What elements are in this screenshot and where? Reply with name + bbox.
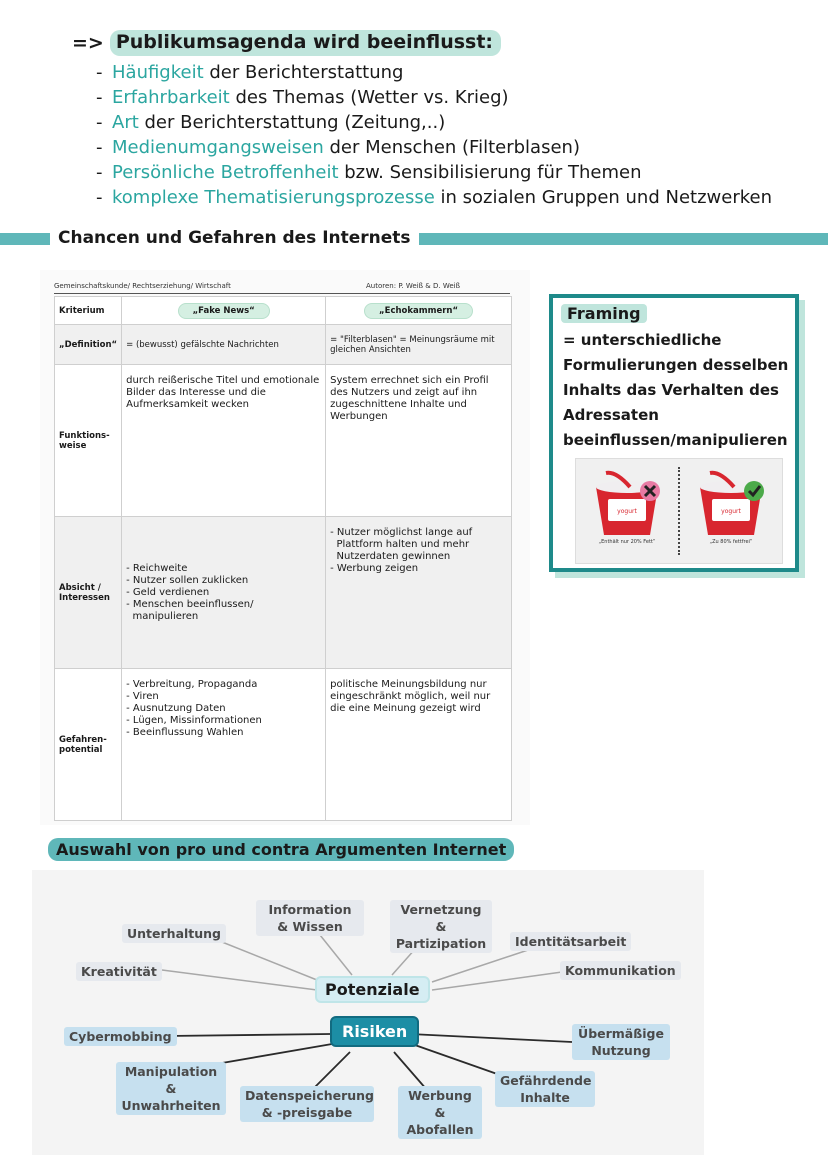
list-item: - Geld verdienen: [126, 586, 210, 598]
center-potenziale: Potenziale: [315, 976, 430, 1003]
header-echokammern: [326, 297, 512, 325]
keyword: komplexe Thematisierungsprozesse: [112, 187, 435, 208]
row-label: Gefahren-potential: [55, 669, 122, 821]
row-label: Funktions-weise: [55, 365, 122, 517]
center-risiken: Risiken: [330, 1016, 419, 1047]
header-criterion: Kriterium: [55, 297, 122, 325]
node-gefaehrdende-inhalte: Gefährdende Inhalte: [495, 1071, 595, 1107]
yogurt-cup-right: [690, 469, 772, 549]
item-text: der Berichterstattung (Zeitung,..): [138, 112, 446, 133]
sheet-meta: [54, 282, 510, 294]
cell: [122, 517, 326, 669]
section-bar-right: [385, 233, 828, 245]
agenda-section: [72, 30, 812, 210]
keyword: Erfahrbarkeit: [112, 87, 230, 108]
list-item: - Häufigkeit der Berichterstattung: [96, 62, 404, 83]
list-item: - Viren: [126, 691, 159, 702]
cup-label: yogurt: [721, 508, 741, 515]
list-item: Nutzerdaten gewinnen: [330, 551, 451, 562]
list-item: - Lügen, Missinformationen: [126, 715, 262, 726]
fake-news-pill: „Fake News“: [178, 303, 270, 319]
node-kommunikation: Kommunikation: [560, 961, 681, 980]
table-row: [55, 669, 512, 821]
keyword: Medienumgangsweisen: [112, 137, 324, 158]
keyword: Art: [112, 112, 139, 133]
cell: System errechnet sich ein Profil des Nutzers und zeigt auf ihn zugeschnittene Inhalte und Werbungen: [326, 365, 512, 517]
table-row: [55, 325, 512, 365]
framing-illustration: [575, 458, 783, 564]
cell: [326, 517, 512, 669]
list-item: - Erfahrbarkeit des Themas (Wetter vs. Krieg): [96, 87, 509, 108]
item-text: des Themas (Wetter vs. Krieg): [229, 87, 509, 108]
framing-title: Framing: [561, 304, 647, 323]
item-text: in sozialen Gruppen und Netzwerken: [434, 187, 772, 208]
arrow-icon: =>: [72, 32, 104, 54]
table-row: [55, 365, 512, 517]
framing-text: = unterschiedliche Formulierungen desselben Inhalts das Verhalten des Adressaten beeinflussen/manipulieren: [563, 331, 789, 449]
list-item: - Art der Berichterstattung (Zeitung,..): [96, 112, 446, 133]
agenda-list: [96, 60, 812, 210]
cell: durch reißerische Titel und emotionale Bilder das Interesse und die Aufmerksamkeit wecken: [122, 365, 326, 517]
node-datenspeicherung: Datenspeicherung & -preisgabe: [240, 1086, 374, 1122]
item-text: der Menschen (Filterblasen): [323, 137, 580, 158]
list-item: manipulieren: [126, 610, 199, 622]
comparison-table: [54, 296, 512, 821]
list-item: - Reichweite: [126, 562, 188, 574]
list-item: - Nutzer sollen zuklicken: [126, 574, 249, 586]
list-item: Plattform halten und mehr: [330, 539, 470, 550]
node-unterhaltung: Unterhaltung: [122, 924, 226, 943]
keyword: Häufigkeit: [112, 62, 204, 83]
section-title-chancen: Chancen und Gefahren des Internets: [50, 228, 419, 248]
meta-authors: Autoren: P. Weiß & D. Weiß: [366, 282, 460, 290]
cell: = "Filterblasen" = Meinungsräume mit gleichen Ansichten: [326, 325, 512, 365]
comparison-table-sheet: [40, 270, 530, 825]
row-label: „Definition“: [55, 325, 122, 365]
node-cybermobbing: Cybermobbing: [64, 1027, 177, 1046]
node-identitaetsarbeit: Identitätsarbeit: [510, 932, 631, 951]
caption-left: „Enthält nur 20% Fett“: [598, 539, 656, 545]
row-label: Absicht / Interessen: [55, 517, 122, 669]
keyword: Persönliche Betroffenheit: [112, 162, 339, 183]
list-item: - Menschen beeinflussen/: [126, 598, 254, 610]
item-text: der Berichterstattung: [203, 62, 404, 83]
cell: = (bewusst) gefälschte Nachrichten: [122, 325, 326, 365]
cup-label: yogurt: [617, 508, 637, 515]
list-item: - Verbreitung, Propaganda: [126, 679, 258, 690]
cell: [122, 669, 326, 821]
node-information: Information & Wissen: [256, 900, 364, 936]
caption-right: „Zu 80% fettfrei“: [709, 539, 753, 545]
mindmap: [32, 870, 704, 1155]
table-row: [55, 517, 512, 669]
echokammern-pill: „Echokammern“: [364, 303, 473, 319]
list-item: - komplexe Thematisierungsprozesse in sozialen Gruppen und Netzwerken: [96, 187, 772, 208]
agenda-heading: Publikumsagenda wird beeinflusst:: [110, 30, 501, 56]
section-title-argumente: Auswahl von pro und contra Argumenten Internet: [48, 838, 514, 861]
list-item: - Medienumgangsweisen der Menschen (Filterblasen): [96, 137, 580, 158]
list-item: - Werbung zeigen: [330, 563, 419, 574]
agenda-heading-row: [72, 30, 812, 56]
header-fake-news: [122, 297, 326, 325]
framing-box: [549, 294, 799, 572]
item-text: bzw. Sensibilisierung für Themen: [338, 162, 642, 183]
node-werbung: Werbung & Abofallen: [398, 1086, 482, 1139]
list-item: - Nutzer möglichst lange auf: [330, 527, 473, 538]
list-item: - Beeinflussung Wahlen: [126, 727, 244, 738]
node-manipulation: Manipulation & Unwahrheiten: [116, 1062, 226, 1115]
node-kreativitaet: Kreativität: [76, 962, 162, 981]
cell: politische Meinungsbildung nur eingeschränkt möglich, weil nur die eine Meinung gezeigt wird: [326, 669, 512, 821]
node-uebermaessige-nutzung: Übermäßige Nutzung: [572, 1024, 670, 1060]
table-header-row: [55, 297, 512, 325]
list-item: - Persönliche Betroffenheit bzw. Sensibilisierung für Themen: [96, 162, 642, 183]
node-vernetzung: Vernetzung & Partizipation: [390, 900, 492, 953]
divider: [678, 467, 680, 555]
list-item: - Ausnutzung Daten: [126, 703, 226, 714]
meta-subject: Gemeinschaftskunde/ Rechtserziehung/ Wirtschaft: [54, 282, 231, 290]
yogurt-cup-left: [586, 469, 668, 549]
